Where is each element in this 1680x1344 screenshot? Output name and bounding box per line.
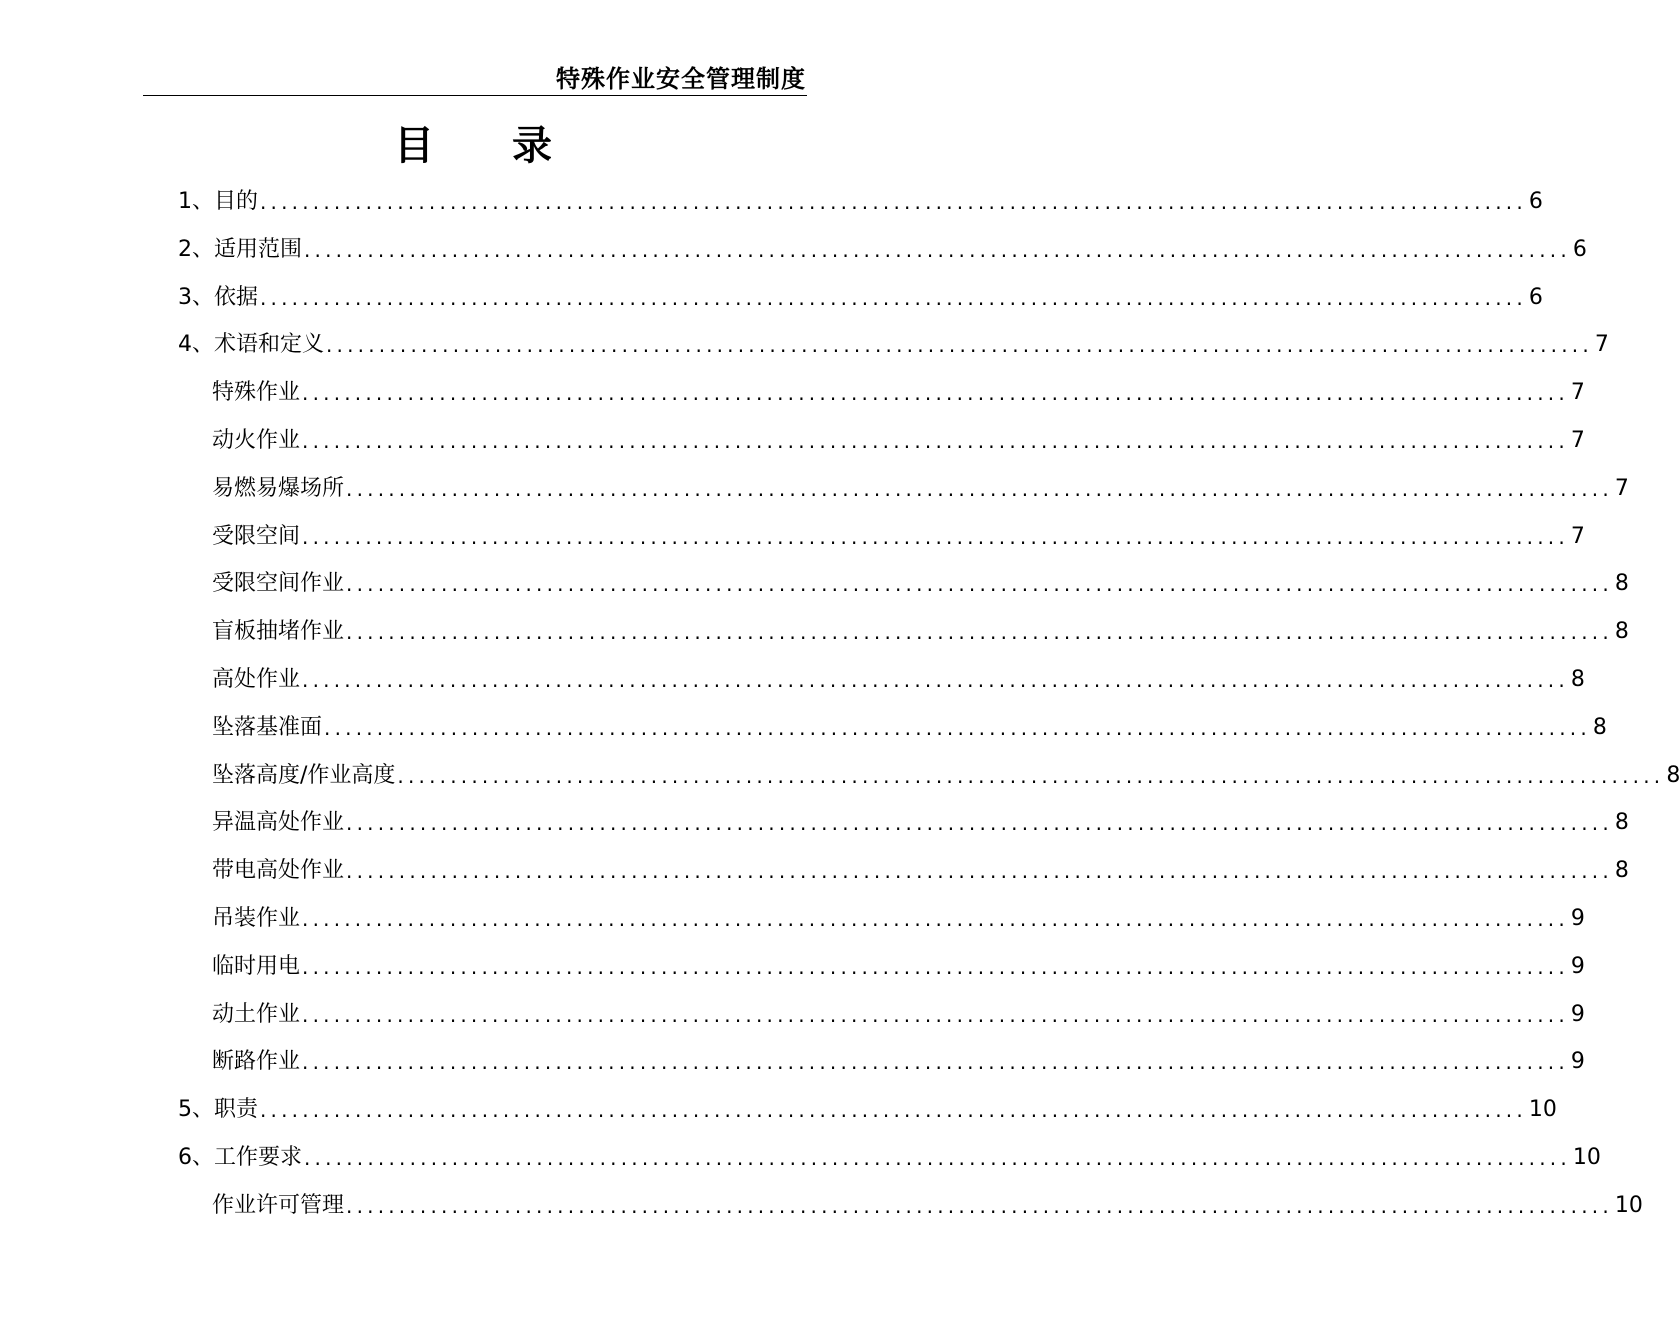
toc-entry-page-number: 9 [1570,1001,1585,1027]
toc-dot-leader: ........................................................................................................................ [260,1098,1527,1123]
document-header-title: 特殊作业安全管理制度 [556,65,806,93]
toc-dot-leader: ........................................................................................................................ [346,1193,1613,1218]
toc-entry[interactable] [178,1086,1557,1134]
toc-entry-label: 3、依据 [178,284,258,310]
toc-dot-leader: ........................................................................................................................ [302,954,1569,979]
toc-entry[interactable] [212,560,1629,608]
toc-entry[interactable] [212,752,1680,800]
toc-entry-label: 带电高处作业 [212,858,345,884]
toc-entry-page-number: 7 [1570,523,1585,549]
toc-entry[interactable] [212,1038,1585,1086]
toc-entry[interactable] [212,799,1629,847]
toc-entry[interactable] [212,895,1585,943]
toc-dot-leader: ........................................................................................................................ [302,524,1569,549]
toc-entry[interactable] [212,847,1629,895]
header-divider [143,95,807,96]
toc-entry-label: 4、术语和定义 [178,332,324,358]
toc-dot-leader: ........................................................................................................................ [346,476,1613,501]
toc-entry-label: 5、职责 [178,1097,258,1123]
toc-entry-page-number: 9 [1570,906,1585,931]
toc-entry-page-number: 6 [1528,284,1543,310]
toc-entry-page-number: 8 [1666,762,1680,788]
toc-entry-page-number: 7 [1614,475,1629,501]
toc-entry[interactable] [212,417,1585,465]
toc-entry-label: 动火作业 [212,428,301,453]
toc-dot-leader: ........................................................................................................................ [346,811,1613,836]
toc-dot-leader: ........................................................................................................................ [302,381,1569,406]
toc-entry-page-number: 6 [1572,236,1587,262]
toc-dot-leader: ........................................................................................................................ [302,907,1569,931]
toc-entry[interactable] [178,274,1543,322]
toc-entry-label: 2、适用范围 [178,236,302,262]
toc-entry-label: 盲板抽堵作业 [212,619,345,645]
toc-dot-leader: ........................................................................................................................ [397,763,1665,788]
toc-entry-page-number: 8 [1614,571,1629,597]
toc-entry[interactable] [212,704,1607,752]
toc-entry-label: 易燃易爆场所 [212,475,345,501]
toc-entry-page-number: 7 [1570,428,1585,453]
toc-entry-label: 1、目的 [178,189,258,214]
toc-entry[interactable] [212,991,1585,1039]
toc-entry[interactable] [212,608,1629,656]
toc-dot-leader: ........................................................................................................................ [260,285,1527,310]
toc-entry-page-number: 10 [1572,1145,1601,1170]
toc-dot-leader: ........................................................................................................................ [346,859,1613,884]
toc-dot-leader: ........................................................................................................................ [346,620,1613,645]
toc-entry[interactable] [212,656,1585,704]
toc-entry[interactable] [212,1182,1643,1230]
toc-dot-leader: ........................................................................................................................ [260,190,1527,214]
toc-entry[interactable] [212,465,1629,513]
toc-entry-page-number: 8 [1614,810,1629,836]
toc-entry-label: 吊装作业 [212,906,301,931]
toc-entry-page-number: 8 [1570,667,1585,692]
toc-entry-label: 6、工作要求 [178,1145,302,1170]
toc-entry-label: 特殊作业 [212,380,301,406]
toc-entry[interactable] [178,1134,1601,1182]
toc-entry[interactable] [212,369,1585,417]
toc-dot-leader: ........................................................................................................................ [304,237,1571,262]
toc-entry-label: 动土作业 [212,1001,301,1027]
toc-dot-leader: ........................................................................................................................ [346,572,1613,597]
toc-entry-label: 受限空间作业 [212,571,345,597]
toc-entry-label: 受限空间 [212,523,301,549]
toc-entry-page-number: 7 [1594,332,1609,358]
toc-entry-page-number: 6 [1528,189,1543,214]
toc-dot-leader: ........................................................................................................................ [302,1002,1569,1027]
toc-entry-label: 坠落基准面 [212,714,323,740]
toc-entry[interactable] [178,226,1587,274]
toc-dot-leader: ........................................................................................................................ [302,668,1569,692]
toc-entry-page-number: 8 [1614,619,1629,645]
toc-dot-leader: ........................................................................................................................ [304,1146,1571,1170]
toc-entry-page-number: 7 [1570,380,1585,406]
toc-entry[interactable] [178,178,1543,226]
toc-entry-label: 断路作业 [212,1049,301,1075]
toc-dot-leader: ........................................................................................................................ [302,1050,1569,1075]
toc-entry-page-number: 9 [1570,1049,1585,1075]
toc-dot-leader: ........................................................................................................................ [302,429,1569,453]
toc-entry-page-number: 9 [1570,953,1585,979]
toc-entry-page-number: 10 [1528,1097,1557,1123]
page-title: 目 录 [394,123,584,169]
toc-entry-label: 作业许可管理 [212,1192,345,1218]
toc-entry[interactable] [212,513,1585,561]
toc-entry[interactable] [212,943,1585,991]
toc-entry-label: 临时用电 [212,953,301,979]
toc-dot-leader: ........................................................................................................................ [324,715,1591,740]
toc-entry-label: 高处作业 [212,667,301,692]
toc-entry-page-number: 10 [1614,1192,1643,1218]
toc-dot-leader: ........................................................................................................................ [326,333,1593,358]
toc-entry-page-number: 8 [1614,858,1629,884]
toc-entry[interactable] [178,321,1609,369]
toc-entry-page-number: 8 [1592,714,1607,740]
toc-entry-label: 坠落高度/作业高度 [212,762,396,788]
toc-entry-label: 异温高处作业 [212,810,345,836]
